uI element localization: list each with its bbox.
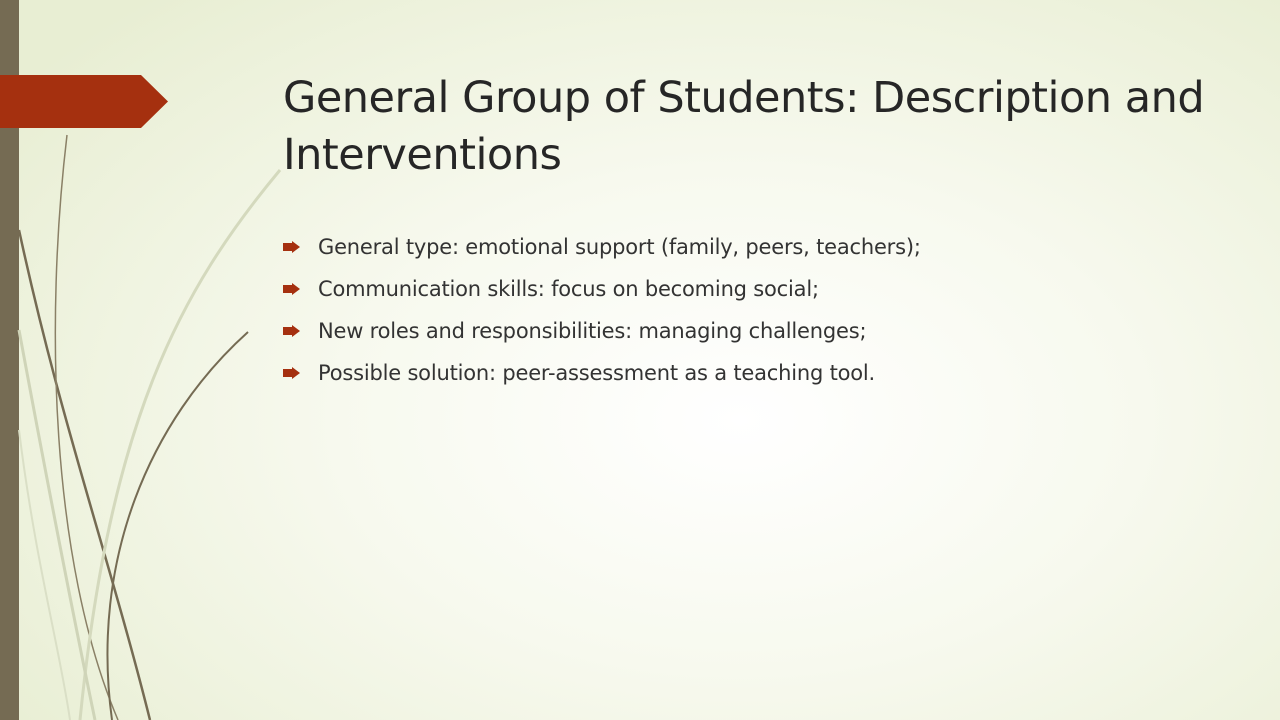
bullet-text: Communication skills: focus on becoming social;	[318, 277, 819, 301]
bullet-text: New roles and responsibilities: managing challenges;	[318, 319, 867, 343]
bullet-item-new-roles	[283, 310, 1243, 352]
arrow-right-icon	[283, 241, 318, 253]
arrow-tab-icon	[0, 75, 168, 128]
arrow-right-icon	[283, 325, 318, 337]
arrow-right-icon	[283, 283, 318, 295]
bullet-list	[283, 226, 1243, 394]
bullet-item-possible-solution	[283, 352, 1243, 394]
arrow-right-icon	[283, 367, 318, 379]
bullet-text: General type: emotional support (family, peers, teachers);	[318, 235, 921, 259]
bullet-item-communication-skills	[283, 268, 1243, 310]
bullet-item-general-type	[283, 226, 1243, 268]
bullet-text: Possible solution: peer-assessment as a teaching tool.	[318, 361, 876, 385]
slide-title: General Group of Students: Description and Interventions	[283, 73, 1205, 180]
